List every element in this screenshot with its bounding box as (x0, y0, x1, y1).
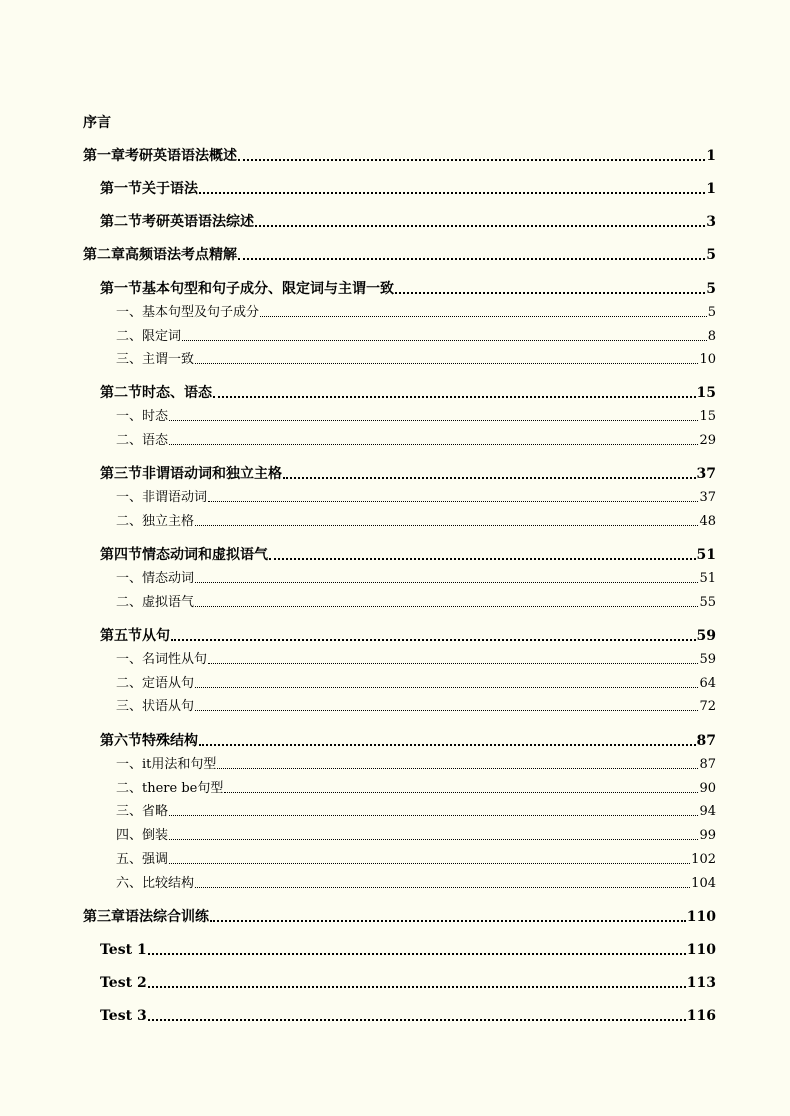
toc-entry-label: 五、强调 (116, 852, 169, 867)
toc-entry-label: 二、独立主格 (116, 514, 195, 529)
toc-preface-title: 序言 (83, 115, 111, 131)
toc-dot-leader (148, 953, 686, 955)
toc-entry-label: 第二章高频语法考点精解 (83, 247, 237, 263)
toc-dot-leader (208, 663, 698, 664)
toc-entry-label: Test 3 (100, 1008, 147, 1024)
toc-entry-label: 三、省略 (116, 804, 169, 819)
toc-dot-leader (283, 477, 696, 479)
toc-dot-leader (182, 340, 707, 341)
toc-dot-leader (195, 363, 698, 364)
toc-entry-chapter-1[interactable] (83, 146, 716, 166)
toc-entry-page: 10 (699, 352, 716, 367)
toc-entry-page: 116 (686, 1008, 716, 1024)
toc-dot-leader (195, 887, 690, 888)
toc-entry-chapter-2[interactable] (83, 245, 716, 265)
toc-entry-subsection[interactable] (116, 327, 716, 347)
toc-entry-chapter-3[interactable] (83, 907, 716, 927)
toc-entry-section[interactable] (100, 212, 716, 232)
toc-dot-leader (208, 501, 698, 502)
toc-entry-page: 99 (699, 828, 716, 843)
toc-entry-label: 三、状语从句 (116, 699, 195, 714)
toc-entry-page: 113 (686, 975, 716, 991)
toc-entry-section[interactable] (100, 731, 716, 751)
toc-entry-label: 二、定语从句 (116, 676, 195, 691)
toc-entry-page: 3 (706, 214, 716, 230)
toc-entry-page: 15 (696, 385, 716, 401)
toc-entry-label: Test 1 (100, 942, 147, 958)
toc-dot-leader (199, 192, 705, 194)
toc-entry-label: 第六节特殊结构 (100, 733, 198, 749)
toc-dot-leader (195, 606, 698, 607)
toc-entry-label: 二、语态 (116, 433, 169, 448)
toc-entry-label: 三、主谓一致 (116, 352, 195, 367)
toc-entry-section[interactable] (100, 179, 716, 199)
toc-entry-page: 29 (699, 433, 716, 448)
toc-entry-subsection[interactable] (116, 593, 716, 613)
toc-entry-page: 87 (699, 757, 716, 772)
toc-dot-leader (169, 444, 698, 445)
toc-entry-label: 二、there be句型 (116, 781, 224, 796)
toc-entry-page: 59 (696, 628, 716, 644)
toc-entry-page: 110 (686, 909, 716, 925)
toc-entry-subsection[interactable] (116, 303, 716, 323)
toc-entry-label: 第四节情态动词和虚拟语气 (100, 547, 268, 563)
toc-entry-label: 第二节时态、语态 (100, 385, 212, 401)
toc-entry-subsection[interactable] (116, 512, 716, 532)
toc-dot-leader (210, 920, 686, 922)
toc-dot-leader (238, 159, 705, 161)
toc-entry-page: 15 (699, 409, 716, 424)
toc-entry-page: 48 (699, 514, 716, 529)
toc-entry-subsection[interactable] (116, 431, 716, 451)
toc-entry-label: 第一节关于语法 (100, 181, 198, 197)
toc-entry-page: 8 (707, 329, 716, 344)
toc-entry-label: 一、名词性从句 (116, 652, 208, 667)
toc-entry-page: 5 (707, 305, 716, 320)
toc-entry-page: 110 (686, 942, 716, 958)
toc-entry-label: 一、非谓语动词 (116, 490, 208, 505)
toc-entry-label: Test 2 (100, 975, 147, 991)
toc-entry-page: 51 (696, 547, 716, 563)
toc-entry-page: 51 (699, 571, 716, 586)
toc-entry-label: 第二节考研英语语法综述 (100, 214, 254, 230)
toc-dot-leader (195, 525, 698, 526)
toc-entry-subsection[interactable] (116, 802, 716, 822)
toc-entry-subsection[interactable] (116, 488, 716, 508)
toc-entry-page: 59 (699, 652, 716, 667)
toc-entry-page: 5 (706, 247, 716, 263)
toc-dot-leader (238, 258, 705, 260)
toc-entry-page: 87 (696, 733, 716, 749)
toc-entry-subsection[interactable] (116, 674, 716, 694)
toc-dot-leader (255, 225, 705, 227)
toc-entry-page: 64 (699, 676, 716, 691)
toc-dot-leader (199, 744, 696, 746)
toc-entry-section[interactable] (100, 626, 716, 646)
toc-dot-leader (260, 316, 707, 317)
toc-entry-subsection[interactable] (116, 407, 716, 427)
toc-entry-test[interactable] (100, 940, 716, 960)
toc-entry-page: 37 (699, 490, 716, 505)
toc-entry-page: 90 (699, 781, 716, 796)
toc-dot-leader (195, 582, 698, 583)
toc-entry-section[interactable] (100, 545, 716, 565)
toc-dot-leader (169, 420, 698, 421)
toc-entry-label: 四、倒装 (116, 828, 169, 843)
toc-entry-subsection[interactable] (116, 826, 716, 846)
toc-entry-label: 一、时态 (116, 409, 169, 424)
toc-entry-subsection[interactable] (116, 350, 716, 370)
toc-entry-test[interactable] (100, 973, 716, 993)
toc-entry-page: 104 (691, 876, 716, 891)
toc-dot-leader (217, 768, 698, 769)
toc-dot-leader (171, 639, 696, 641)
toc-entry-page: 5 (706, 281, 716, 297)
toc-entry-label: 二、限定词 (116, 329, 182, 344)
toc-entry-label: 一、基本句型及句子成分 (116, 305, 260, 320)
toc-entry-page: 37 (696, 466, 716, 482)
toc-dot-leader (195, 710, 698, 711)
toc-entry-label: 第一节基本句型和句子成分、限定词与主谓一致 (100, 281, 394, 297)
toc-dot-leader (269, 558, 696, 560)
toc-entry-page: 94 (699, 804, 716, 819)
toc-entry-label: 一、it用法和句型 (116, 757, 217, 772)
toc-entry-subsection[interactable] (116, 697, 716, 717)
toc-entry-section[interactable] (100, 383, 716, 403)
toc-entry-subsection[interactable] (116, 874, 716, 894)
toc-dot-leader (169, 863, 690, 864)
toc-entry-subsection[interactable] (116, 569, 716, 589)
toc-entry-label: 六、比较结构 (116, 876, 195, 891)
toc-entry-section[interactable] (100, 464, 716, 484)
toc-dot-leader (148, 1019, 686, 1021)
toc-entry-label: 第三节非谓语动词和独立主格 (100, 466, 282, 482)
toc-entry-label: 二、虚拟语气 (116, 595, 195, 610)
toc-entry-page: 102 (691, 852, 716, 867)
toc-entry-test[interactable] (100, 1006, 716, 1026)
toc-entry-label: 第一章考研英语语法概述 (83, 148, 237, 164)
toc-dot-leader (213, 396, 696, 398)
toc-dot-leader (169, 815, 698, 816)
toc-dot-leader (224, 792, 698, 793)
toc-entry-page: 55 (699, 595, 716, 610)
toc-entry-label: 第五节从句 (100, 628, 170, 644)
toc-entry-subsection[interactable] (116, 650, 716, 670)
toc-entry-page: 1 (706, 181, 716, 197)
toc-dot-leader (169, 839, 698, 840)
toc-entry-label: 一、情态动词 (116, 571, 195, 586)
toc-entry-subsection[interactable] (116, 755, 716, 775)
toc-entry-subsection[interactable] (116, 850, 716, 870)
toc-entry-subsection[interactable] (116, 779, 716, 799)
toc-entry-page: 1 (706, 148, 716, 164)
toc-entry-section[interactable] (100, 279, 716, 299)
toc-entry-label: 第三章语法综合训练 (83, 909, 209, 925)
toc-dot-leader (395, 292, 705, 294)
toc-entry-page: 72 (699, 699, 716, 714)
toc-dot-leader (148, 986, 686, 988)
toc-dot-leader (195, 687, 698, 688)
